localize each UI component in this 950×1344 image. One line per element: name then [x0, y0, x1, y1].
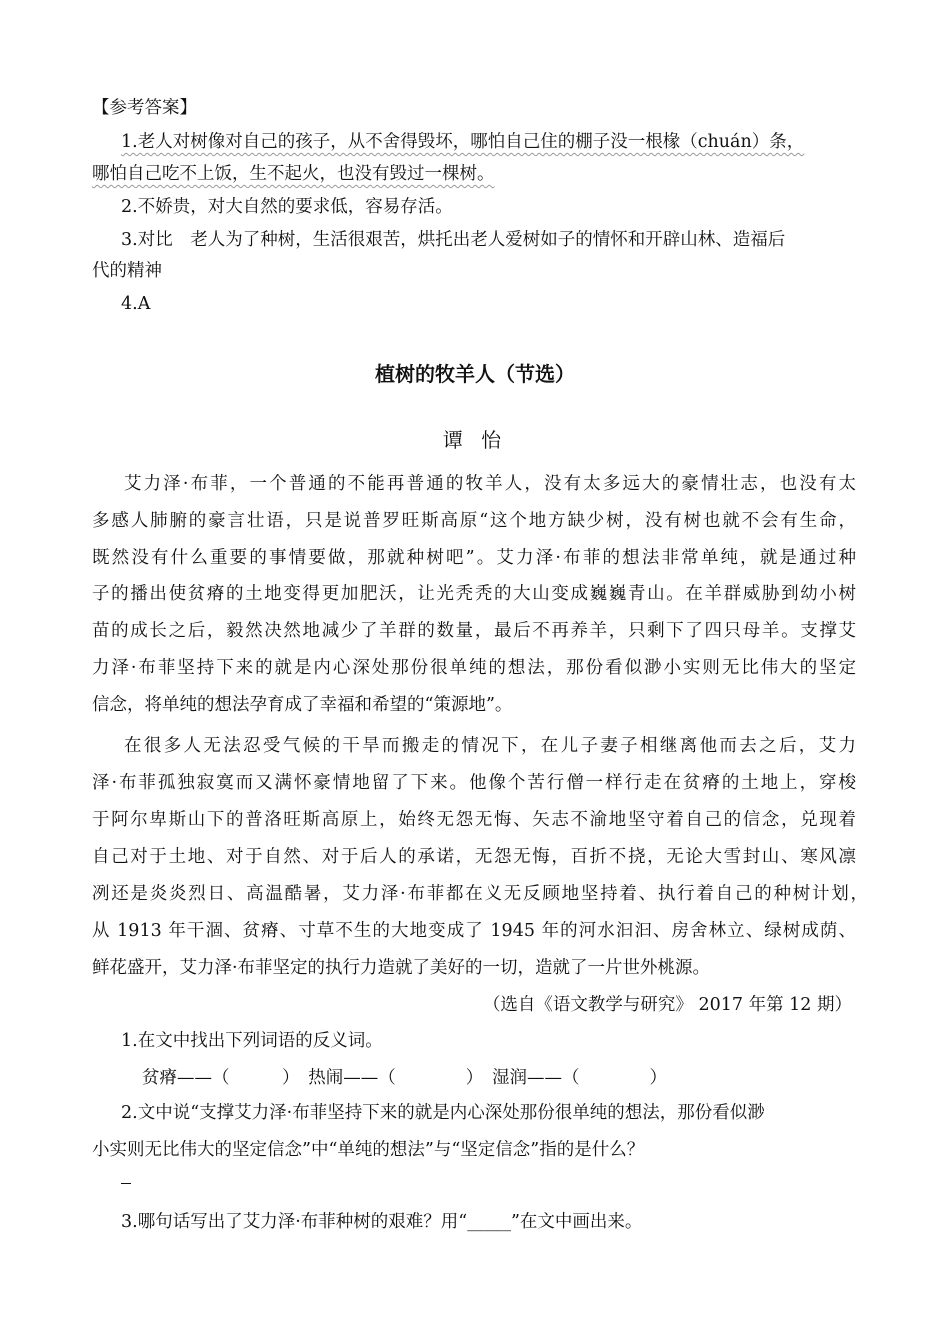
answer-1-line-1: 1.老人对树像对自己的孩子，从不舍得毁坏，哪怕自己住的棚子没一根椽（chuán）条， [121, 132, 805, 152]
article-author: 谭 怡 [442, 428, 508, 452]
answer-3-line-2: 代的精神 [92, 261, 162, 281]
answer-1-line-2: 哪怕自己吃不上饭，生不起火，也没有毁过一棵树。 [92, 164, 495, 184]
paragraph-2-line: 冽还是炎炎烈日、高温酷暑，艾力泽·布菲都在义无反顾地坚持着、执行着自己的种树计划， [92, 884, 868, 904]
paragraph-1-line: 苗的成长之后，毅然决然地减少了羊群的数量，最后不再养羊，只剩下了四只母羊。支撑艾 [92, 621, 856, 641]
paragraph-2-line: 在很多人无法忍受气候的干旱而搬走的情况下，在儿子妻子相继离他而去之后，艾力 [124, 736, 856, 756]
answers-header: 【参考答案】 [92, 98, 197, 118]
paragraph-1-line: 子的播出使贫瘠的土地变得更加肥沃，让光秃秃的大山变成巍巍青山。在羊群威胁到幼小树 [92, 584, 856, 604]
question-2-line-2: 小实则无比伟大的坚定信念”中“单纯的想法”与“坚定信念”指的是什么？ [92, 1140, 645, 1160]
article-title: 植树的牧羊人（节选） [375, 362, 575, 386]
question-1-words: 贫瘠——（ ） 热闹——（ ） 湿润——（ ） [142, 1068, 667, 1088]
question-2-line-1: 2.文中说“支撑艾力泽·布菲坚持下来的就是内心深处那份很单纯的想法，那份看似渺 [121, 1103, 765, 1123]
paragraph-2-line: 从 1913 年干涸、贫瘠、寸草不生的大地变成了 1945 年的河水汩汩、房舍林立、绿树成荫、 [92, 921, 856, 941]
paragraph-1-line: 多感人肺腑的豪言壮语，只是说普罗旺斯高原“这个地方缺少树，没有树也就不会有生命， [92, 511, 856, 531]
paragraph-1-line: 既然没有什么重要的事情要做，那就种树吧”。艾力泽·布菲的想法非常单纯，就是通过种 [92, 548, 856, 568]
question-3: 3.哪句话写出了艾力泽·布菲种树的艰难？用“_____”在文中画出来。 [121, 1212, 643, 1232]
article-source: （选自《语文教学与研究》 2017 年第 12 期） [482, 995, 852, 1015]
answer-blank-line [121, 1183, 131, 1184]
question-1: 1.在文中找出下列词语的反义词。 [121, 1031, 383, 1051]
paragraph-1-line: 力泽·布菲坚持下来的就是内心深处那份很单纯的想法，那份看似渺小实则无比伟大的坚定 [92, 658, 856, 678]
answer-4: 4.A [121, 294, 151, 314]
paragraph-1-line: 信念，将单纯的想法孕育成了幸福和希望的“策源地”。 [92, 695, 513, 715]
paragraph-2-line: 自己对于土地、对于自然、对于后人的承诺，无怨无悔，百折不挠，无论大雪封山、寒风凛 [92, 847, 856, 867]
paragraph-2-line: 于阿尔卑斯山下的普洛旺斯高原上，始终无怨无悔、矢志不渝地坚守着自己的信念，兑现着 [92, 810, 856, 830]
answer-3-line-1: 3.对比 老人为了种树，生活很艰苦，烘托出老人爱树如子的情怀和开辟山林、造福后 [121, 230, 786, 250]
paragraph-2-line: 泽·布菲孤独寂寞而又满怀豪情地留了下来。他像个苦行僧一样行走在贫瘠的土地上，穿梭 [92, 773, 856, 793]
paragraph-2-line: 鲜花盛开，艾力泽·布菲坚定的执行力造就了美好的一切，造就了一片世外桃源。 [92, 958, 711, 978]
answer-2: 2.不娇贵，对大自然的要求低，容易存活。 [121, 197, 453, 217]
paragraph-1-line: 艾力泽·布菲，一个普通的不能再普通的牧羊人，没有太多远大的豪情壮志，也没有太 [124, 474, 856, 494]
